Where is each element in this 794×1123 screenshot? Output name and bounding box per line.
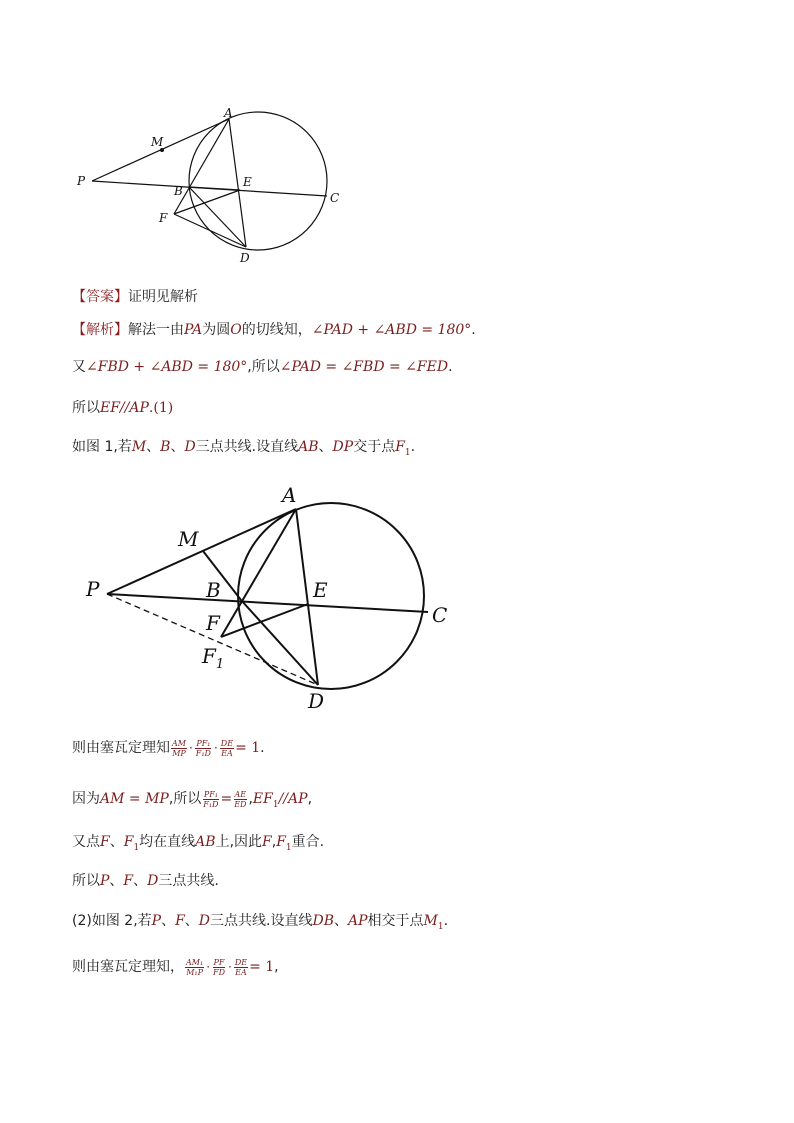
fraction: [195, 739, 212, 758]
math: = 1: [235, 740, 261, 756]
math: F: [123, 873, 134, 889]
math: ∠PAD + ∠ABD = 180°: [311, 322, 472, 338]
math: O: [230, 322, 242, 338]
math: F: [100, 834, 110, 850]
line-pa: [107, 509, 296, 594]
analysis-line-7: [72, 831, 324, 859]
label-b: B: [174, 184, 183, 198]
text: 交于点: [353, 439, 396, 455]
fraction: [212, 958, 226, 977]
math: DP: [332, 439, 354, 455]
label-a: A: [282, 483, 297, 507]
text: 所以: [72, 873, 100, 889]
analysis-line-2: [72, 356, 453, 378]
math: F: [175, 913, 185, 929]
fraction-denominator: EA: [235, 967, 247, 977]
text: 为圆: [202, 322, 231, 338]
math: ∠PAD = ∠FBD = ∠FED: [279, 359, 449, 375]
math: = 1: [249, 959, 275, 975]
text: 则由塞瓦定理知: [72, 740, 170, 756]
fraction: [234, 958, 248, 977]
line-ab: [221, 509, 296, 637]
line-fe: [174, 190, 240, 214]
text: .: [260, 740, 265, 756]
math-subscript: 1: [133, 842, 140, 853]
text: 因为: [72, 791, 100, 807]
text: 、: [109, 834, 124, 850]
answer-line: [72, 286, 198, 308]
math: F: [123, 834, 134, 850]
math: //AP: [278, 791, 308, 807]
fraction-numerator: DE: [220, 738, 234, 748]
dot-operator: ·: [206, 960, 211, 974]
math: AB: [298, 439, 319, 455]
text: (2)如图 2,若: [72, 913, 152, 929]
line-pc: [107, 594, 428, 612]
text: 、: [133, 873, 148, 889]
fraction-numerator: AM₁: [186, 957, 204, 967]
text: .(1): [148, 400, 174, 416]
fraction-numerator: AM: [172, 738, 186, 748]
math: AP: [347, 913, 368, 929]
dashed-line-pd: [107, 594, 318, 685]
text: 如图 1,若: [72, 439, 132, 455]
geometry-figure-main: [80, 478, 460, 718]
text: 相交于点: [367, 913, 424, 929]
label-f1-subscript: 1: [215, 657, 225, 672]
label-c: C: [432, 603, 448, 627]
fraction: [220, 739, 234, 758]
analysis-line-1: [72, 319, 476, 341]
line-fe: [221, 604, 308, 637]
line-bd: [189, 187, 246, 247]
text: 解法一由: [128, 322, 184, 338]
text: 三点共线.设直线: [195, 439, 299, 455]
text: ,: [274, 959, 279, 975]
label-c: C: [330, 191, 340, 205]
label-a: A: [224, 106, 233, 120]
text: .: [410, 439, 416, 455]
text: 又点: [72, 834, 100, 850]
text: 三点共线.: [158, 873, 219, 889]
text: 上,因此: [215, 834, 263, 850]
text: ,所以: [247, 359, 280, 375]
text: 重合.: [291, 834, 325, 850]
dot-operator: ·: [227, 960, 232, 974]
analysis-line-3: [72, 397, 173, 419]
math: F: [395, 439, 405, 455]
fraction-denominator: MP: [172, 748, 186, 758]
dot-operator: ·: [188, 741, 193, 755]
fraction-numerator: PF: [213, 957, 225, 967]
fraction-denominator: F₁D: [203, 799, 219, 809]
text: 均在直线: [139, 834, 196, 850]
text: 、: [161, 913, 176, 929]
math: M: [423, 913, 438, 929]
text: .: [448, 359, 453, 375]
geometry-figure-top: [60, 100, 360, 270]
line-fd: [174, 214, 246, 247]
math: F: [276, 834, 286, 850]
answer-tag: 【答案】: [72, 289, 128, 305]
label-m: M: [151, 135, 164, 149]
math: =: [220, 791, 233, 807]
label-f1: [201, 644, 224, 672]
math-subscript: 1: [272, 799, 279, 810]
label-d: D: [240, 251, 250, 265]
math: ∠FBD + ∠ABD = 180°: [86, 359, 248, 375]
fraction-numerator: AE: [234, 789, 247, 799]
math: D: [184, 439, 196, 455]
fraction-numerator: DE: [234, 957, 248, 967]
text: ,: [271, 834, 277, 850]
line-be: [189, 187, 240, 190]
text: ,: [248, 791, 253, 807]
math: D: [147, 873, 159, 889]
analysis-line-4: [72, 436, 415, 464]
fraction: [233, 790, 247, 809]
label-b: B: [206, 578, 221, 602]
label-f: F: [159, 211, 168, 225]
text: 、: [146, 439, 161, 455]
label-e: E: [313, 578, 328, 602]
text: 所以: [72, 400, 100, 416]
math: P: [151, 913, 162, 929]
text: 、: [170, 439, 185, 455]
math: AB: [195, 834, 216, 850]
label-e: E: [243, 175, 252, 189]
math: EF//AP: [100, 400, 149, 416]
text: 三点共线.设直线: [210, 913, 313, 929]
fraction-denominator: EA: [221, 748, 233, 758]
analysis-tag: 【解析】: [72, 322, 128, 338]
math: M: [131, 439, 147, 455]
fraction: [202, 790, 219, 809]
text: 又: [72, 359, 86, 375]
fraction-denominator: FD: [213, 967, 225, 977]
label-p: P: [77, 174, 86, 188]
fraction-denominator: F₁D: [195, 748, 211, 758]
label-m: M: [178, 527, 199, 551]
math: P: [100, 873, 110, 889]
fraction-denominator: ED: [234, 799, 247, 809]
analysis-line-6: [72, 788, 312, 816]
fraction: [185, 958, 204, 977]
label-p: P: [86, 577, 100, 601]
math-subscript: 1: [404, 447, 411, 458]
text: ,: [307, 791, 313, 807]
text: 、: [184, 913, 199, 929]
fraction-denominator: M₁P: [186, 967, 203, 977]
circle-o: [238, 503, 424, 689]
math-subscript: 1: [437, 921, 444, 932]
math: F: [262, 834, 272, 850]
math: AM = MP: [100, 791, 169, 807]
text: .: [443, 913, 449, 929]
fraction: [171, 739, 187, 758]
math-subscript: 1: [285, 842, 292, 853]
math: D: [198, 913, 211, 929]
text: 的切线知，: [241, 322, 312, 338]
math: B: [160, 439, 171, 455]
label-f1-main: F: [202, 644, 216, 668]
answer-text: 证明见解析: [128, 289, 198, 305]
text: 、: [318, 439, 333, 455]
label-f: F: [206, 611, 220, 635]
text: 、: [333, 913, 348, 929]
math: EF: [252, 791, 273, 807]
fraction-numerator: PF₁: [203, 789, 218, 799]
text: 则由塞瓦定理知，: [72, 959, 184, 975]
text: 、: [109, 873, 124, 889]
analysis-line-9: [72, 910, 448, 938]
label-d: D: [308, 689, 325, 713]
text: ,所以: [168, 791, 202, 807]
fraction-numerator: PF₁: [196, 738, 211, 748]
math: DB: [312, 913, 334, 929]
math: PA: [184, 322, 203, 338]
analysis-line-8: [72, 870, 219, 892]
analysis-line-5: [72, 737, 265, 759]
text: .: [471, 322, 476, 338]
dot-operator: ·: [213, 741, 218, 755]
circle-o: [189, 112, 327, 250]
analysis-line-10: [72, 956, 279, 978]
